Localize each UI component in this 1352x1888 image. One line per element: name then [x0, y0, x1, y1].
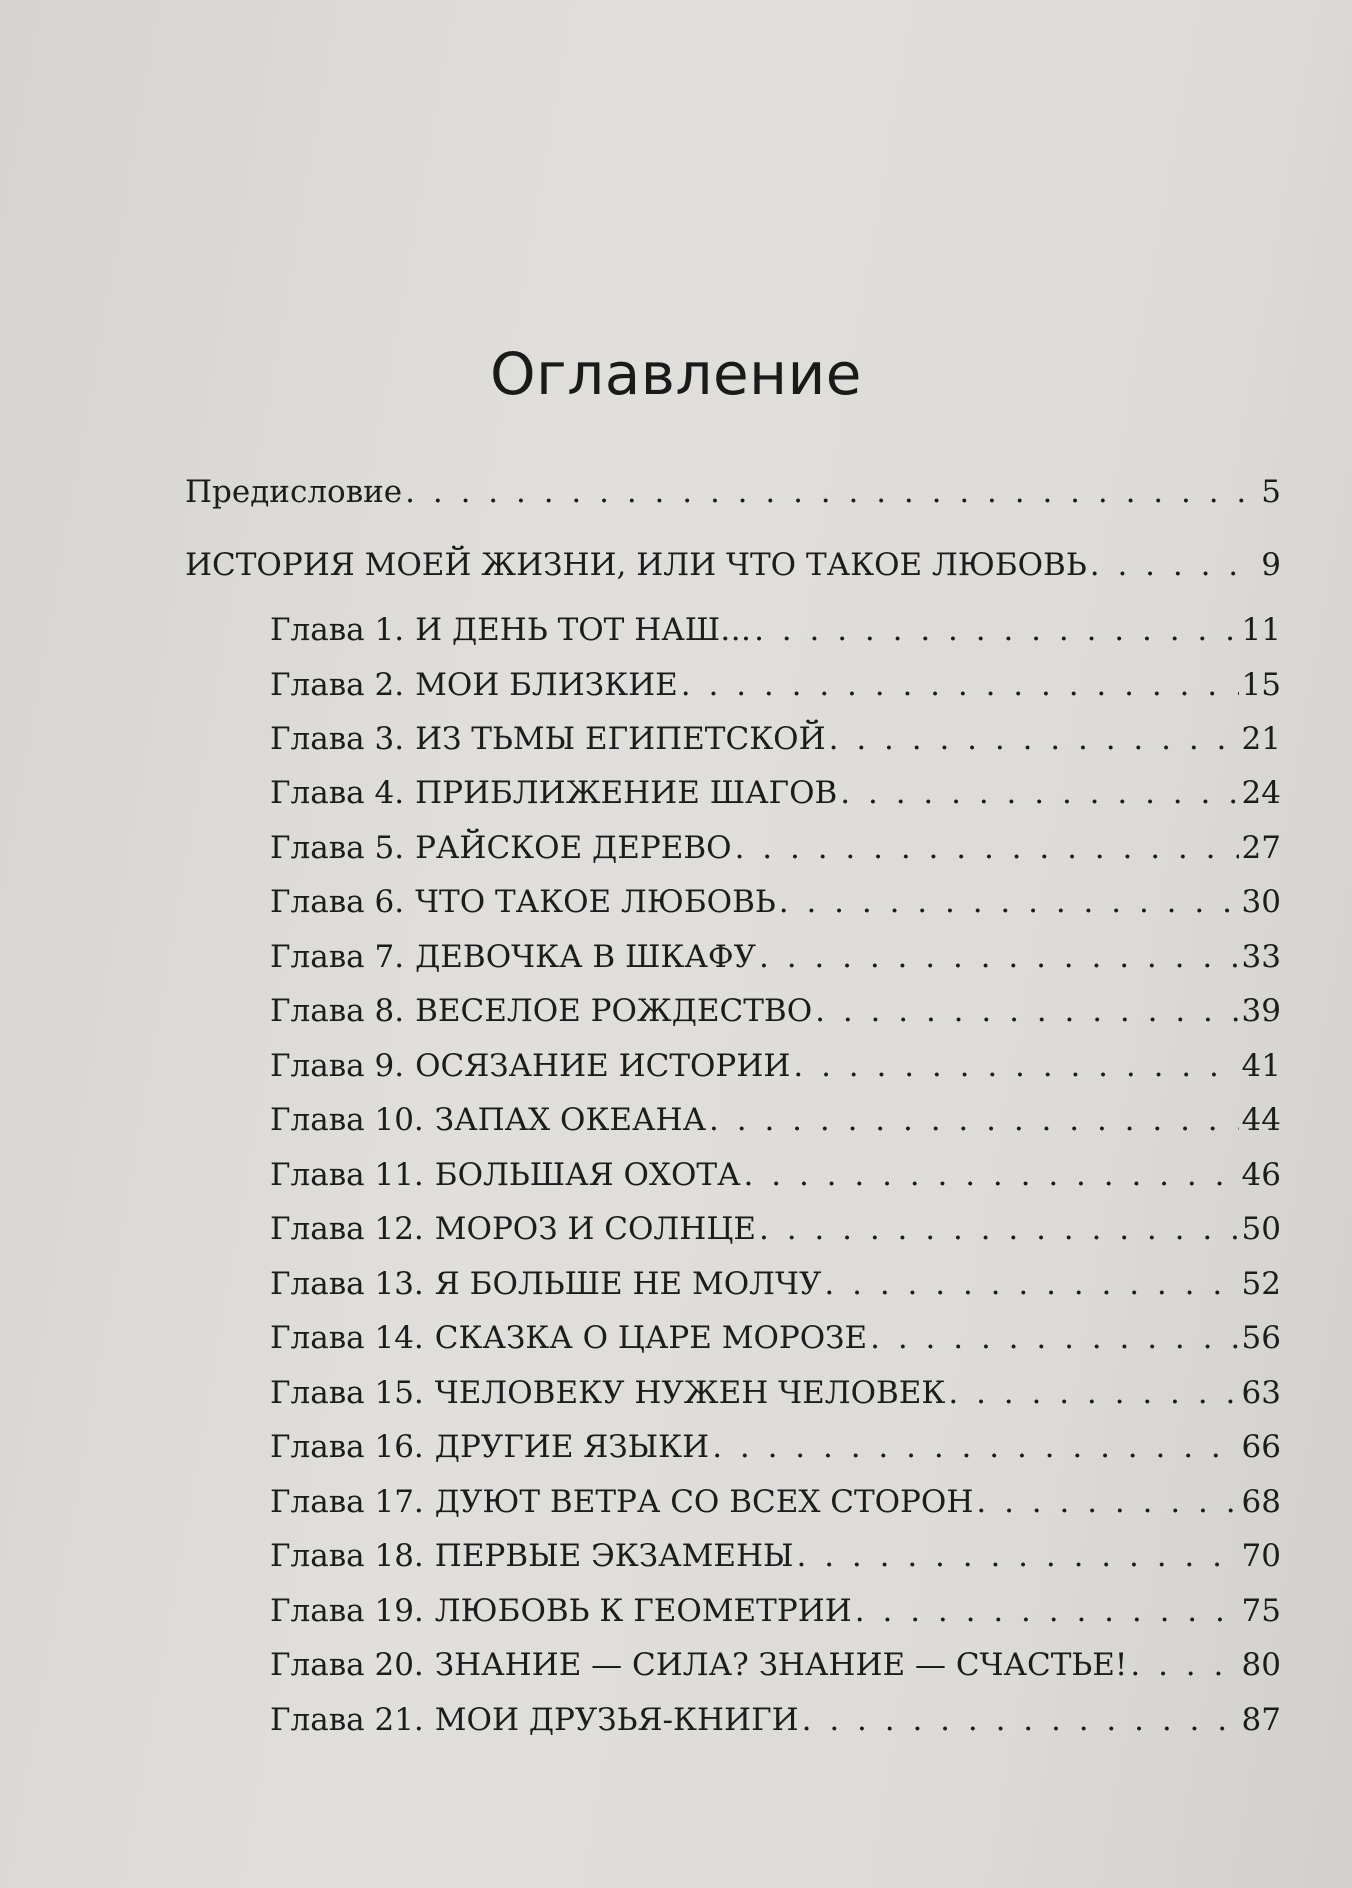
toc-entry-chapter — [270, 1043, 1281, 1089]
chapter-title: ПЕРВЫЕ ЭКЗАМЕНЫ — [434, 1538, 794, 1574]
toc-entry-title — [270, 934, 756, 980]
toc-entry-page-number: 75 — [1241, 1593, 1281, 1629]
toc-entry-page-number: 15 — [1241, 667, 1281, 703]
toc-entry-title — [270, 1697, 799, 1743]
toc-entry-title — [270, 825, 732, 871]
chapter-label: Глава 20. — [270, 1647, 424, 1683]
chapter-title: ИЗ ТЬМЫ ЕГИПЕТСКОЙ — [415, 721, 826, 757]
toc-entry-title — [270, 716, 826, 762]
dot-leader — [797, 1533, 1239, 1579]
toc-entry-title — [270, 879, 776, 925]
chapter-label: Глава 2. — [270, 667, 405, 703]
toc-entry-chapter — [270, 662, 1281, 708]
chapter-label: Глава 12. — [270, 1211, 424, 1247]
chapter-title: ЧЕЛОВЕКУ НУЖЕН ЧЕЛОВЕК — [434, 1375, 946, 1411]
chapter-label: Глава 19. — [270, 1593, 424, 1629]
dot-leader — [735, 825, 1239, 871]
chapter-title: РАЙСКОЕ ДЕРЕВО — [415, 830, 732, 866]
dot-leader — [779, 879, 1239, 925]
toc-entry-title — [270, 1097, 706, 1143]
chapter-label: Глава 15. — [270, 1375, 424, 1411]
chapter-title: ПРИБЛИЖЕНИЕ ШАГОВ — [415, 775, 838, 811]
chapter-label: Глава 16. — [270, 1429, 424, 1465]
toc-entry-chapter — [270, 770, 1281, 816]
chapter-label: Глава 10. — [270, 1102, 424, 1138]
toc-entry-page-number: 24 — [1241, 775, 1281, 811]
chapter-title: Я БОЛЬШЕ НЕ МОЛЧУ — [434, 1266, 822, 1302]
chapter-title: СКАЗКА О ЦАРЕ МОРОЗЕ — [434, 1320, 868, 1356]
toc-entry-chapter — [270, 1479, 1281, 1525]
toc-entry-title — [270, 1261, 821, 1307]
toc-entry-page-number: 87 — [1241, 1702, 1281, 1738]
dot-leader — [829, 716, 1239, 762]
toc-entry-page-number: 5 — [1261, 474, 1281, 510]
chapter-title: ЗНАНИЕ — СИЛА? ЗНАНИЕ — СЧАСТЬЕ! — [434, 1647, 1128, 1683]
toc-entry-chapter — [270, 1588, 1281, 1634]
toc-entry-page-number: 21 — [1241, 721, 1281, 757]
toc-entry-chapter — [270, 879, 1281, 925]
toc-entry-title — [270, 770, 837, 816]
chapter-title: ДРУГИЕ ЯЗЫКИ — [434, 1429, 710, 1465]
toc-entry-page-number: 70 — [1241, 1538, 1281, 1574]
dot-leader — [870, 1315, 1238, 1361]
dot-leader — [948, 1370, 1238, 1416]
toc-entry-part — [185, 542, 1281, 588]
toc-entry-title — [270, 1152, 741, 1198]
dot-leader — [709, 1097, 1239, 1143]
toc-entry-page-number: 30 — [1241, 884, 1281, 920]
chapter-label: Глава 21. — [270, 1702, 424, 1738]
toc-entry-title — [270, 1642, 1127, 1688]
dot-leader — [759, 1206, 1239, 1252]
chapter-title: БОЛЬШАЯ ОХОТА — [434, 1157, 741, 1193]
toc-entry-chapter — [270, 1206, 1281, 1252]
dot-leader — [1090, 542, 1259, 588]
toc-entry-page-number: 80 — [1241, 1647, 1281, 1683]
toc-entry-title — [270, 1043, 790, 1089]
dot-leader — [681, 662, 1239, 708]
toc-entry-chapter — [270, 1370, 1281, 1416]
toc-entry-title — [270, 1206, 756, 1252]
toc-entry-title — [270, 1533, 794, 1579]
dot-leader — [855, 1588, 1239, 1634]
chapter-label: Глава 18. — [270, 1538, 424, 1574]
chapter-title: МОИ ДРУЗЬЯ-КНИГИ — [434, 1702, 799, 1738]
toc-entry-page-number: 68 — [1241, 1484, 1281, 1520]
chapter-title: ОСЯЗАНИЕ ИСТОРИИ — [415, 1048, 791, 1084]
dot-leader — [744, 1152, 1239, 1198]
toc-entry-page-number: 39 — [1241, 993, 1281, 1029]
chapter-label: Глава 3. — [270, 721, 405, 757]
dot-leader — [1130, 1642, 1238, 1688]
toc-entry-page-number: 11 — [1241, 612, 1281, 648]
toc-entry-chapter — [270, 988, 1281, 1034]
dot-leader — [793, 1043, 1238, 1089]
chapter-title: ЧТО ТАКОЕ ЛЮБОВЬ — [415, 884, 776, 920]
toc-entry-page-number: 44 — [1241, 1102, 1281, 1138]
dot-leader — [840, 770, 1238, 816]
page-title: Оглавление — [490, 340, 862, 408]
toc-entry-chapter — [270, 1097, 1281, 1143]
toc-entry-title — [270, 662, 678, 708]
chapter-label: Глава 4. — [270, 775, 405, 811]
chapter-title: ВЕСЕЛОЕ РОЖДЕСТВО — [415, 993, 813, 1029]
toc-entry-page-number: 33 — [1241, 939, 1281, 975]
toc-entry-title: Предисловие — [185, 474, 403, 510]
toc-entry-page-number: 46 — [1241, 1157, 1281, 1193]
toc-entry-preface — [185, 469, 1281, 515]
chapter-label: Глава 13. — [270, 1266, 424, 1302]
dot-leader — [976, 1479, 1238, 1525]
toc-entry-chapter — [270, 716, 1281, 762]
toc-entry-chapter — [270, 934, 1281, 980]
chapter-label: Глава 1. — [270, 612, 405, 648]
toc-entry-chapter — [270, 1261, 1281, 1307]
toc-entry-chapter — [270, 1152, 1281, 1198]
dot-leader — [405, 469, 1258, 515]
chapter-title: И ДЕНЬ ТОТ НАШ… — [415, 612, 752, 648]
toc-entry-chapter — [270, 1424, 1281, 1470]
toc-entry-page-number: 41 — [1241, 1048, 1281, 1084]
chapter-label: Глава 11. — [270, 1157, 424, 1193]
toc-entry-page-number: 63 — [1241, 1375, 1281, 1411]
dot-leader — [712, 1424, 1238, 1470]
toc-entry-title — [270, 1370, 945, 1416]
toc-entry-title — [270, 988, 812, 1034]
dot-leader — [815, 988, 1238, 1034]
toc-entry-chapter — [270, 607, 1281, 653]
dot-leader — [759, 934, 1239, 980]
toc-entry-page-number: 56 — [1241, 1320, 1281, 1356]
chapter-label: Глава 6. — [270, 884, 405, 920]
chapter-label: Глава 5. — [270, 830, 405, 866]
toc-entry-chapter — [270, 1315, 1281, 1361]
chapter-label: Глава 9. — [270, 1048, 405, 1084]
chapter-label: Глава 8. — [270, 993, 405, 1029]
toc-entry-title — [270, 1315, 867, 1361]
toc-entry-page-number: 66 — [1241, 1429, 1281, 1465]
chapter-title: МОРОЗ И СОЛНЦЕ — [434, 1211, 756, 1247]
toc-entry-title — [270, 1479, 973, 1525]
chapter-title: ЛЮБОВЬ К ГЕОМЕТРИИ — [434, 1593, 852, 1629]
dot-leader — [754, 607, 1238, 653]
dot-leader — [802, 1697, 1239, 1743]
dot-leader — [824, 1261, 1238, 1307]
chapter-label: Глава 7. — [270, 939, 405, 975]
chapter-title: ДЕВОЧКА В ШКАФУ — [415, 939, 757, 975]
toc-entry-title — [270, 1424, 709, 1470]
toc-entry-chapter — [270, 1642, 1281, 1688]
toc-entry-page-number: 9 — [1261, 547, 1281, 583]
chapter-label: Глава 14. — [270, 1320, 424, 1356]
toc-entry-page-number: 50 — [1241, 1211, 1281, 1247]
chapter-label: Глава 17. — [270, 1484, 424, 1520]
toc-entry-page-number: 27 — [1241, 830, 1281, 866]
toc-entry-chapter — [270, 825, 1281, 871]
chapter-title: ДУЮТ ВЕТРА СО ВСЕХ СТОРОН — [434, 1484, 974, 1520]
toc-entry-chapter — [270, 1533, 1281, 1579]
chapter-title: МОИ БЛИЗКИЕ — [415, 667, 678, 703]
chapter-title: ЗАПАХ ОКЕАНА — [434, 1102, 707, 1138]
toc-entry-page-number: 52 — [1241, 1266, 1281, 1302]
toc-entry-title — [270, 607, 751, 653]
toc-entry-title — [270, 1588, 852, 1634]
toc-entry-title: ИСТОРИЯ МОЕЙ ЖИЗНИ, ИЛИ ЧТО ТАКОЕ ЛЮБОВЬ — [185, 547, 1087, 583]
toc-entry-chapter — [270, 1697, 1281, 1743]
